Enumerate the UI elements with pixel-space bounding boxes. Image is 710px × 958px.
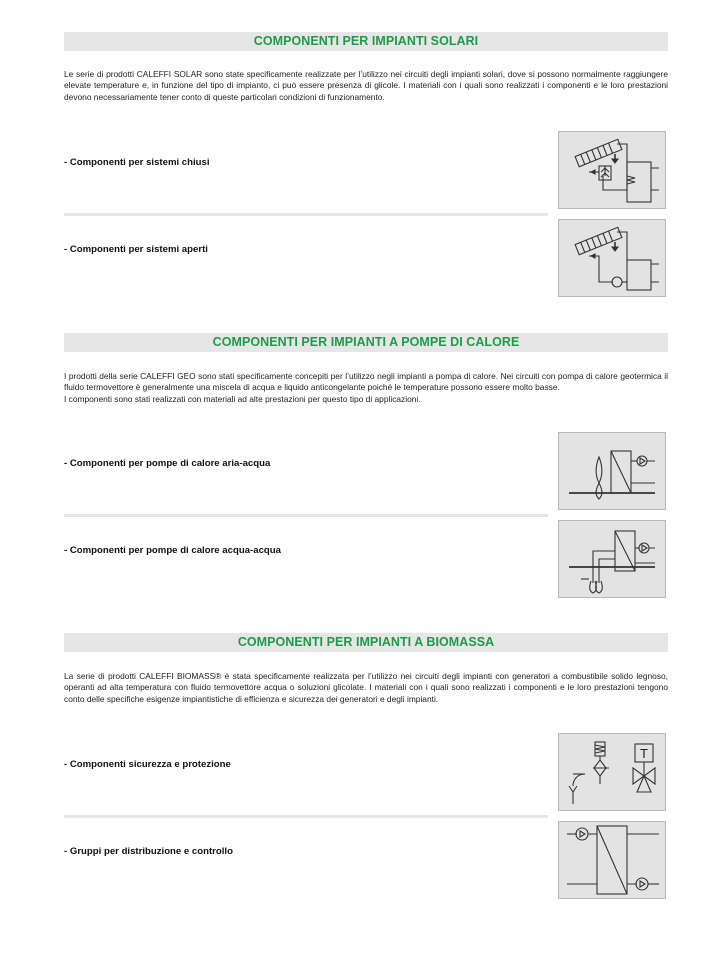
section-description <box>64 671 668 705</box>
row-divider <box>64 213 548 216</box>
thermostat-label: T <box>640 746 648 761</box>
section-header-solari <box>64 32 668 51</box>
paragraph: La serie di prodotti CALEFFI BIOMASS® è stata specificamente realizzata per l’utilizzo nei circuiti degli impianti con generatori a combustibile solido legnoso, operanti ad alta temperatura con fluido termovettore acqua o soluzioni glicolate. I materiali con i quali sono realizzati i componenti e le loro prestazioni tengono conto delle specifiche esigenze impiantistiche di efficienza e sicurezza dei generatori e degli impianti. <box>64 671 668 704</box>
section-description <box>64 69 668 103</box>
row-divider <box>64 514 548 517</box>
section-description <box>64 371 668 405</box>
link-distribution-control[interactable]: - Gruppi per distribuzione e controllo <box>64 846 233 857</box>
air-water-heat-pump-icon[interactable] <box>558 432 666 510</box>
paragraph: I componenti sono stati realizzati con materiali ad alte prestazioni per questo tipo di applicazioni. <box>64 393 421 404</box>
section-title: COMPONENTI PER IMPIANTI A BIOMASSA <box>237 635 495 649</box>
link-open-systems[interactable]: - Componenti per sistemi aperti <box>64 244 208 255</box>
link-air-water-heat-pumps[interactable]: - Componenti per pompe di calore aria-acqua <box>64 458 271 469</box>
solar-closed-system-icon[interactable] <box>558 131 666 209</box>
link-safety-protection[interactable]: - Componenti sicurezza e protezione <box>64 759 231 770</box>
link-closed-systems[interactable]: - Componenti per sistemi chiusi <box>64 157 210 168</box>
section-header-biomassa <box>64 633 668 652</box>
section-header-pompe-calore <box>64 333 668 352</box>
water-water-heat-pump-icon[interactable] <box>558 520 666 598</box>
section-title: COMPONENTI PER IMPIANTI A POMPE DI CALORE <box>212 335 520 349</box>
safety-valve-icon[interactable] <box>558 733 666 811</box>
section-title: COMPONENTI PER IMPIANTI SOLARI <box>253 34 479 48</box>
distribution-group-icon[interactable] <box>558 821 666 899</box>
row-divider <box>64 815 548 818</box>
paragraph: Le serie di prodotti CALEFFI SOLAR sono state specificamente realizzate per l’utilizzo nei circuiti degli impianti solari, dove si possono normalmente raggiungere elevate temperature e, in funzione del tipo di impianto, ci può essere presenza di glicole. I materiali con i quali sono realizzati i componenti e le loro prestazioni devono necessariamente tener conto di queste particolari condizioni di funzionamento. <box>64 69 668 102</box>
paragraph: I prodotti della serie CALEFFI GEO sono stati specificamente concepiti per l’utilizzo negli impianti a pompa di calore. Nei circuiti con pompa di calore geotermica il fluido termovettore è generalmente una miscela di acqua e liquido anticongelante poiché le temperature possono essere molto basse. <box>64 371 668 393</box>
solar-open-system-icon[interactable] <box>558 219 666 297</box>
link-water-water-heat-pumps[interactable]: - Componenti per pompe di calore acqua-acqua <box>64 545 281 556</box>
